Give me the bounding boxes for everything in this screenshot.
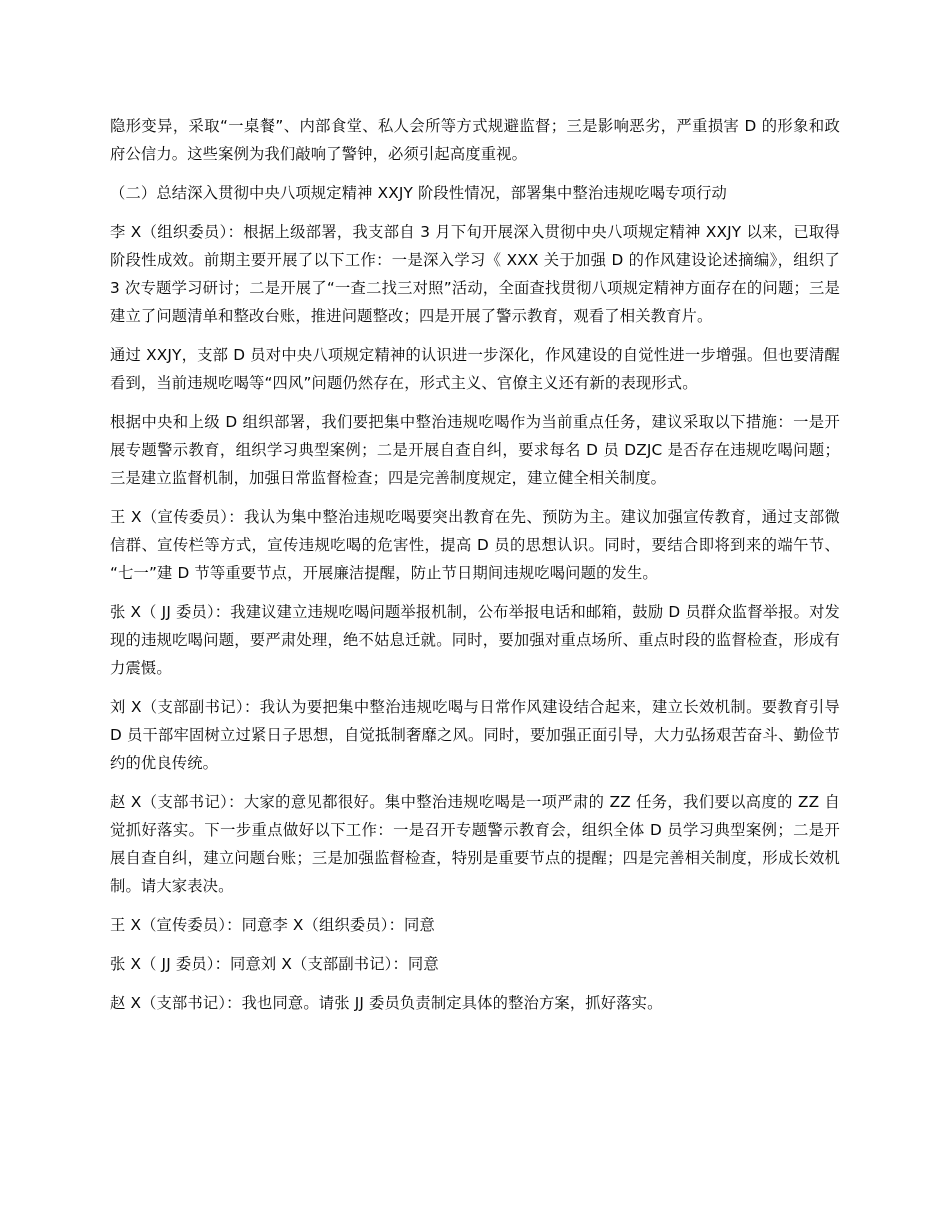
paragraph-section-heading-2: （二）总结深入贯彻中央八项规定精神 XXJY 阶段性情况，部署集中整治违规吃喝专项行动 [110,184,727,202]
paragraph-speaker-zhang-x: 张 X（ JJ 委员）：我建议建立违规吃喝问题举报机制，公布举报电话和邮箱，鼓励 D 员群众监督举报。对发现的违规吃喝问题，要严肃处理，绝不姑息迁就。同时，要加强对重点场所、重点时段的监督检查，形成有力震慑。 [110,603,840,677]
paragraph-vote-line-3: 赵 X（支部书记）：我也同意。请张 JJ 委员负责制定具体的整治方案，抓好落实。 [110,994,663,1012]
paragraph-vote-line-2: 张 X（ JJ 委员）：同意刘 X（支部副书记）：同意 [110,955,439,973]
paragraph-speaker-liu-x: 刘 X（支部副书记）：我认为要把集中整治违规吃喝与日常作风建设结合起来，建立长效机制。要教育引导 D 员干部牢固树立过紧日子思想，自觉抵制奢靡之风。同时，要加强正面引导，大力弘扬艰苦奋斗、勤俭节约的优良传统。 [110,698,840,772]
paragraph-intro-continued: 隐形变异，采取“一桌餐”、内部食堂、私人会所等方式规避监督；三是影响恶劣，严重损害 D 的形象和政府公信力。这些案例为我们敲响了警钟，必须引起高度重视。 [110,117,840,163]
document-text-body [110,112,840,1017]
paragraph-vote-line-1: 王 X（宣传委员）：同意李 X（组织委员）：同意 [110,916,435,934]
paragraph-measures-proposal: 根据中央和上级 D 组织部署，我们要把集中整治违规吃喝作为当前重点任务，建议采取以下措施：一是开展专题警示教育，组织学习典型案例；二是开展自查自纠，要求每名 D 员 DZJC 是否存在违规吃喝问题；三是建立监督机制，加强日常监督检查；四是完善制度规定，建立健全相关制度。 [110,413,840,487]
paragraph-effect-summary: 通过 XXJY，支部 D 员对中央八项规定精神的认识进一步深化，作风建设的自觉性进一步增强。但也要清醒看到，当前违规吃喝等“四风”问题仍然存在，形式主义、官僚主义还有新的表现形式。 [110,346,840,392]
paragraph-speaker-zhao-x: 赵 X（支部书记）：大家的意见都很好。集中整治违规吃喝是一项严肃的 ZZ 任务，我们要以高度的 ZZ 自觉抓好落实。下一步重点做好以下工作：一是召开专题警示教育会，组织全体 D 员学习典型案例；二是开展自查自纠，建立问题台账；三是加强监督检查，特别是重要节点的提醒；四是完善相关制度，形成长效机制。请大家表决。 [110,793,840,895]
paragraph-speaker-li-x: 李 X（组织委员）：根据上级部署，我支部自 3 月下旬开展深入贯彻中央八项规定精神 XXJY 以来，已取得阶段性成效。前期主要开展了以下工作：一是深入学习《 XXX 关于加强 D 的作风建设论述摘编》，组织了 3 次专题学习研讨；二是开展了“一查二找三对照”活动，全面查找贯彻八项规定精神方面存在的问题；三是建立了问题清单和整改台账，推进问题整改；四是开展了警示教育，观看了相关教育片。 [110,223,840,325]
paragraph-speaker-wang-x: 王 X（宣传委员）：我认为集中整治违规吃喝要突出教育在先、预防为主。建议加强宣传教育，通过支部微信群、宣传栏等方式，宣传违规吃喝的危害性，提高 D 员的思想认识。同时，要结合即将到来的端午节、“七一”建 D 节等重要节点，开展廉洁提醒，防止节日期间违规吃喝问题的发生。 [110,508,840,582]
